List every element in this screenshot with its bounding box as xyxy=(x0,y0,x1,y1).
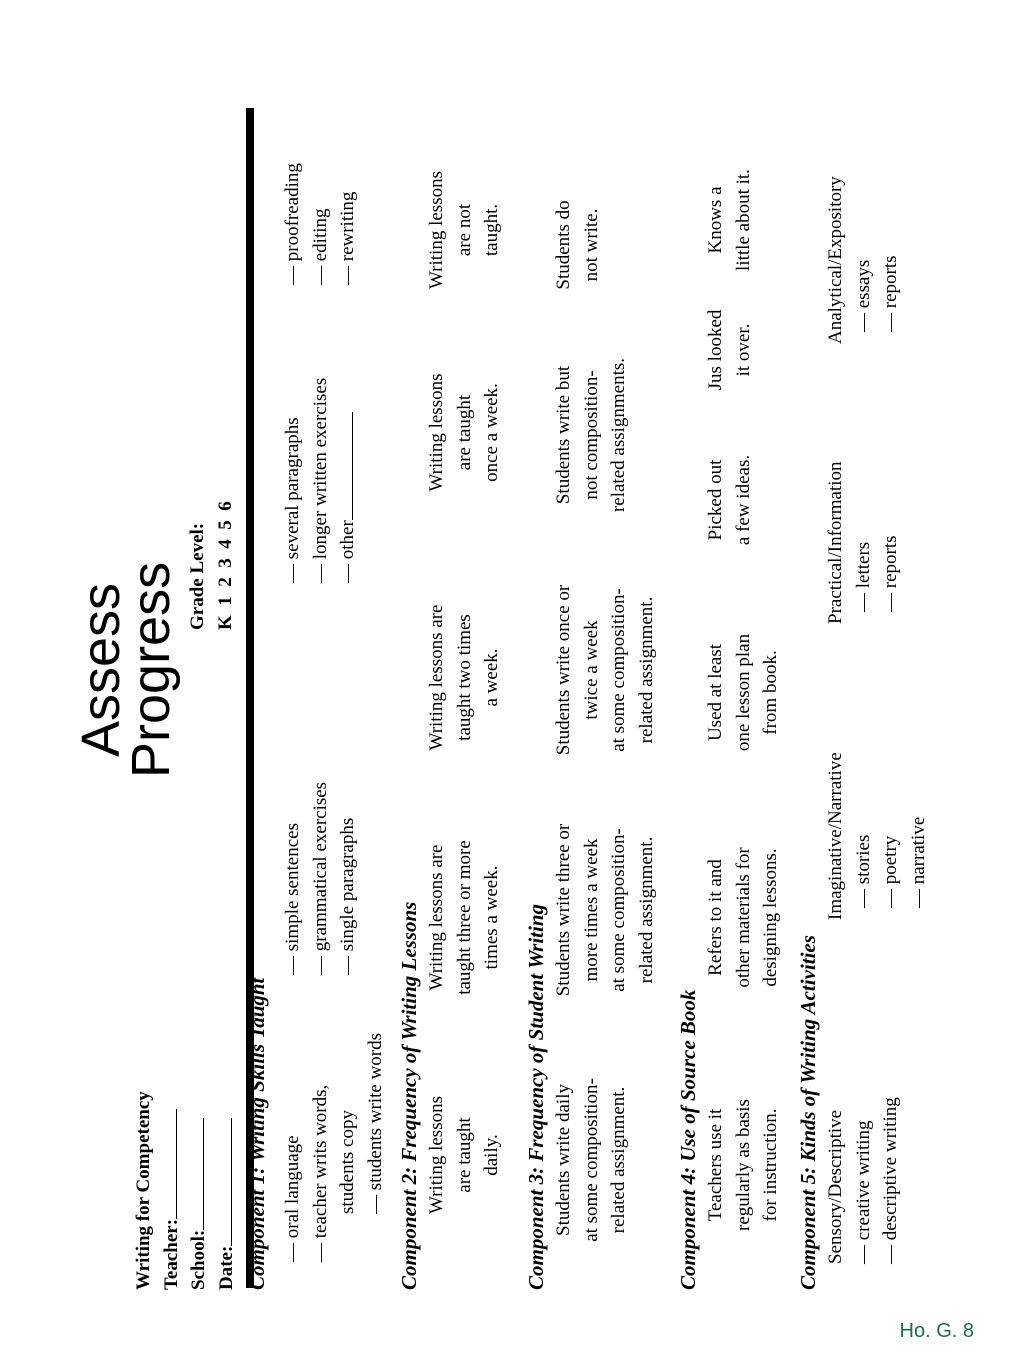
component-5-title: Component 5: Kinds of Writing Activities xyxy=(796,935,820,1290)
list-item[interactable]: — essays xyxy=(850,140,878,344)
school-field[interactable] xyxy=(186,1118,204,1230)
list-item[interactable]: — grammatical exercises xyxy=(307,583,335,975)
list-item[interactable]: — reports xyxy=(877,140,905,344)
school-label: School: xyxy=(188,1229,209,1290)
activity-group xyxy=(822,140,932,344)
page-title: Assess Progress xyxy=(71,561,181,779)
option-cell[interactable]: Picked out a few ideas. xyxy=(705,454,754,546)
option-cell[interactable]: Students write daily at some composition- related assignment. xyxy=(553,1078,629,1242)
component-3 xyxy=(523,140,660,1290)
list-item[interactable]: — reports xyxy=(877,344,905,624)
group-heading: Practical/Information xyxy=(825,461,846,624)
option-cell[interactable]: Jus looked it over. xyxy=(705,309,754,391)
option-cell[interactable]: Writing lessons are taught three or more times a week. xyxy=(426,840,502,995)
option-cell[interactable]: Knows a little about it. xyxy=(705,169,754,271)
option-cell[interactable]: Writing lessons are taught once a week. xyxy=(426,373,502,492)
date-label: Date: xyxy=(215,1245,237,1290)
grade-level xyxy=(184,480,239,630)
option-cell[interactable]: Refers to it and other materials for designing lessons. xyxy=(705,847,781,988)
option-cell[interactable]: Used at least one lesson plan from book. xyxy=(705,633,781,752)
list-item[interactable]: — longer written exercises xyxy=(307,285,335,583)
footer-label: Ho. G. 8 xyxy=(899,1320,974,1342)
grade-values[interactable]: K 1 2 3 4 5 6 xyxy=(214,501,236,630)
list-item[interactable]: — proofreading xyxy=(279,140,307,285)
assessment-form xyxy=(130,140,960,1290)
option-cell[interactable]: Students do not write. xyxy=(553,200,602,290)
option-cell[interactable]: Students write once or twice a week at some composition- related assignment. xyxy=(553,584,657,756)
list-item[interactable]: — several paragraphs xyxy=(279,285,307,583)
list-item[interactable]: — oral language xyxy=(279,975,307,1262)
list-item[interactable]: — students write words xyxy=(362,975,390,1262)
option-cell[interactable]: Writing lessons are taught two times a week. xyxy=(426,604,502,751)
option-cell[interactable]: Writing lessons are taught daily. xyxy=(426,1096,502,1214)
component-3-title: Component 3: Frequency of Student Writing xyxy=(524,903,548,1290)
component-5 xyxy=(795,140,932,1290)
option-cell[interactable]: Students write three or more times a week at some composition- related assignment. xyxy=(553,823,657,997)
form-header xyxy=(130,140,240,1290)
list-item[interactable]: — rewriting xyxy=(334,140,362,285)
list-item[interactable]: — simple sentences xyxy=(279,583,307,975)
group-heading: Sensory/Descriptive xyxy=(825,1109,846,1264)
component-2 xyxy=(396,140,506,1290)
activity-group xyxy=(822,920,932,1290)
date-field[interactable] xyxy=(214,1118,232,1246)
list-item[interactable]: — other xyxy=(337,520,358,583)
list-item[interactable]: — creative writing xyxy=(850,920,878,1264)
teacher-field[interactable] xyxy=(159,1109,177,1219)
list-item[interactable]: — poetry xyxy=(877,624,905,920)
teacher-label: Teacher: xyxy=(160,1218,182,1290)
component-2-title: Component 2: Frequency of Writing Lessons xyxy=(397,901,421,1290)
list-item[interactable]: — narrative xyxy=(905,624,933,920)
grade-label: Grade Level: xyxy=(187,522,208,630)
option-cell[interactable]: Writing lessons are not taught. xyxy=(426,171,502,289)
group-heading: Imaginative/Narrative xyxy=(825,752,846,920)
list-item[interactable]: — stories xyxy=(850,624,878,920)
list-item[interactable]: — editing xyxy=(307,140,335,285)
list-item[interactable]: — teacher writs words, xyxy=(307,975,335,1262)
group-heading: Analytical/Expository xyxy=(825,176,846,344)
other-field[interactable] xyxy=(335,412,353,520)
component-1-title: Component 1: Writing Skills Taught xyxy=(245,977,269,1290)
form-subtitle: Writing for Competency xyxy=(133,1091,154,1290)
option-cell[interactable]: Teachers use it regularly as basis for instruction. xyxy=(705,1099,781,1231)
activity-group xyxy=(822,624,932,920)
list-item[interactable]: — descriptive writing xyxy=(877,920,905,1264)
option-cell[interactable]: Students write but not composition- related assignments. xyxy=(553,357,629,513)
activity-group xyxy=(822,344,932,624)
list-item-cont: students copy xyxy=(337,1110,358,1214)
list-item[interactable]: — single paragraphs xyxy=(334,583,362,975)
component-4-title: Component 4: Use of Source Book xyxy=(676,989,700,1290)
list-item[interactable]: — letters xyxy=(850,344,878,624)
component-1 xyxy=(244,140,389,1290)
component-4 xyxy=(675,140,785,1290)
